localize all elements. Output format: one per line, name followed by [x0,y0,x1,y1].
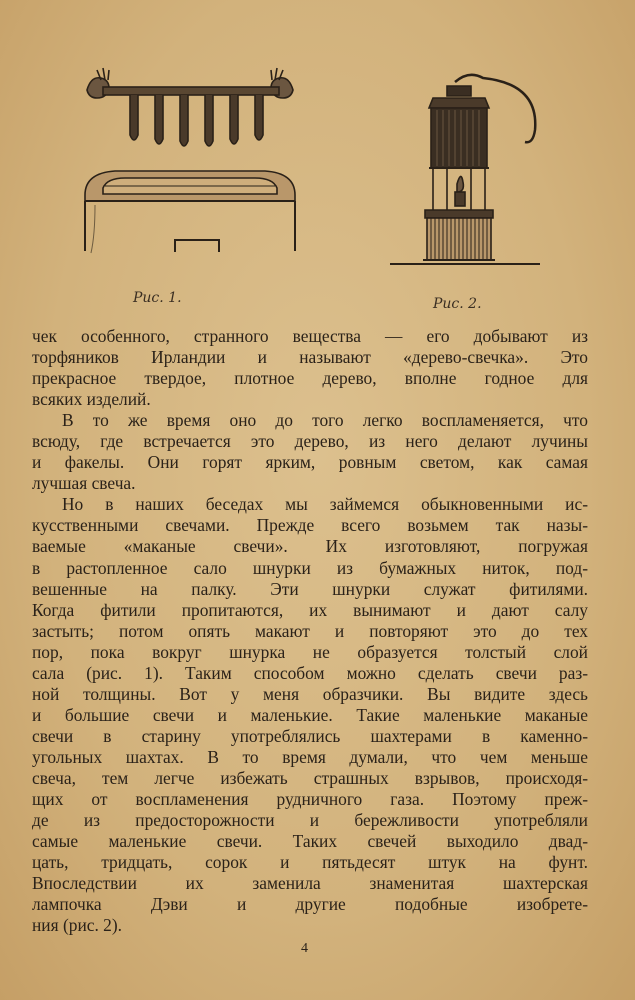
figure-2-caption: Рис. 2. [433,296,482,312]
text-line: самые маленькие свечи. Таких свечей выходило двад- [32,831,588,852]
body-text [32,326,588,936]
text-line: застыть; потом опять макают и повторяют это до тех [32,620,588,641]
text-line: пор, пока вокруг шнурка не образуется толстый слой [32,641,588,662]
text-line: ной толщины. Вот у меня образчики. Вы видите здесь [32,683,588,704]
text-line: Когда фитили пропитаются, их вынимают и дают салу [32,599,588,620]
text-line: лучшая свеча. [32,473,136,494]
text-line: всяких изделий. [32,389,151,410]
candle-dipping-illustration [75,60,305,295]
text-line: торфяников Ирландии и называют «дерево-свечка». Это [32,347,588,368]
text-line: ваемые «маканые свечи». Их изготовляют, погружая [32,536,588,557]
text-line: всюду, где встречается это дерево, из него делают лучины [32,431,588,452]
figure-1-caption: Рис. 1. [133,290,182,306]
text-line: цать, тридцать, сорок и пятьдесят штук на фунт. [32,852,588,873]
text-line: прекрасное твердое, плотное дерево, вполне годное для [32,368,588,389]
text-line: сала (рис. 1). Таким способом можно сделать свечи раз- [32,662,588,683]
text-line: и большие свечи и маленькие. Такие маленькие маканые [32,704,588,725]
text-line: де из предосторожности и бережливости употребляли [32,810,588,831]
text-line: Но в наших беседах мы займемся обыкновенными ис- [62,494,588,515]
page-number: 4 [301,941,308,956]
text-line: и факелы. Они горят ярким, ровным светом, как самая [32,452,588,473]
text-line: вешенные на палку. Эти шнурки служат фитилями. [32,578,588,599]
text-line: В то же время оно до того легко воспламеняется, что [62,410,588,431]
text-line: в растопленное сало шнурки из бумажных ниток, под- [32,557,588,578]
text-line: чек особенного, странного вещества — его добывают из [32,326,588,346]
text-line: кусственными свечами. Прежде всего возьмем так назы- [32,515,588,536]
text-line: свеча, тем легче избежать страшных взрывов, происходя- [32,767,588,788]
davy-lamp-illustration [385,68,545,313]
text-line: свечи в старину употреблялись шахтерами в каменно- [32,725,588,746]
text-line: лампочка Дэви и другие подобные изобрете- [32,894,588,915]
text-line: угольных шахтах. В то время думали, что чем меньше [32,746,588,767]
text-line: ния (рис. 2). [32,915,123,936]
text-line: Впоследствии их заменила знаменитая шахтерская [32,873,588,894]
text-line: щих от воспламенения рудничного газа. Поэтому преж- [32,789,588,810]
